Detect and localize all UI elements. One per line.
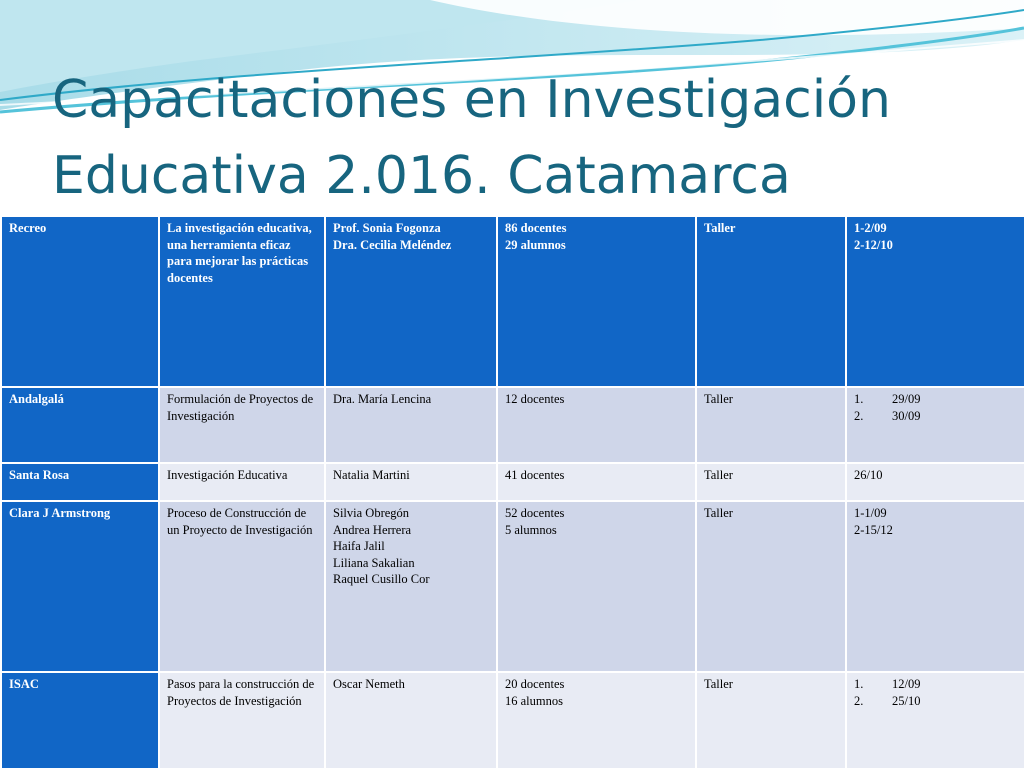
title-line-1: Capacitaciones en Investigación bbox=[52, 70, 891, 130]
speaker-name: Haifa Jalil bbox=[333, 539, 385, 553]
date-entry: 2. 30/09 bbox=[854, 408, 921, 423]
attendance-count: 52 docentes bbox=[505, 506, 565, 520]
date-entry: 1-2/09 bbox=[854, 221, 887, 235]
date-entry: 1. 29/09 bbox=[854, 392, 921, 406]
page-title bbox=[52, 62, 1012, 214]
topic-cell: Formulación de Proyectos de Investigación bbox=[159, 387, 325, 463]
dates-cell bbox=[846, 501, 1024, 672]
table-row bbox=[1, 672, 1024, 769]
dates-cell bbox=[846, 216, 1024, 387]
place-cell: Clara J Armstrong bbox=[1, 501, 159, 672]
attendance-count: 20 docentes bbox=[505, 677, 565, 691]
attendance-cell bbox=[497, 501, 696, 672]
speakers-cell bbox=[325, 216, 497, 387]
format-cell: Taller bbox=[696, 387, 846, 463]
table-row bbox=[1, 463, 1024, 501]
title-line-2: Educativa 2.016. Catamarca bbox=[52, 146, 791, 206]
table-row bbox=[1, 216, 1024, 387]
topic-cell: Pasos para la construcción de Proyectos de Investigación bbox=[159, 672, 325, 769]
date-entry: 2-12/10 bbox=[854, 237, 893, 252]
attendance-cell bbox=[497, 672, 696, 769]
attendance-count: 41 docentes bbox=[505, 468, 565, 482]
speakers-cell bbox=[325, 463, 497, 501]
speaker-name: Silvia Obregón bbox=[333, 506, 410, 520]
topic-cell: Investigación Educativa bbox=[159, 463, 325, 501]
attendance-cell bbox=[497, 387, 696, 463]
speaker-name: Andrea Herrera bbox=[333, 522, 412, 537]
date-entry: 1-1/09 bbox=[854, 506, 887, 520]
training-schedule-table bbox=[0, 215, 1024, 770]
attendance-cell bbox=[497, 216, 696, 387]
topic-cell: La investigación educativa, una herramienta eficaz para mejorar las prácticas docentes bbox=[159, 216, 325, 387]
speaker-name: Dra. Cecilia Meléndez bbox=[333, 237, 452, 252]
speaker-name: Raquel Cusillo Cor bbox=[333, 572, 430, 586]
place-cell: Andalgalá bbox=[1, 387, 159, 463]
attendance-count: 16 alumnos bbox=[505, 693, 563, 708]
table-row bbox=[1, 501, 1024, 672]
speaker-name: Liliana Sakalian bbox=[333, 555, 415, 570]
speaker-name: Natalia Martini bbox=[333, 468, 410, 482]
attendance-count: 29 alumnos bbox=[505, 237, 566, 252]
place-cell: Recreo bbox=[1, 216, 159, 387]
attendance-count: 86 docentes bbox=[505, 221, 567, 235]
place-cell: Santa Rosa bbox=[1, 463, 159, 501]
date-entry: 1. 12/09 bbox=[854, 677, 921, 691]
format-cell: Taller bbox=[696, 463, 846, 501]
attendance-cell bbox=[497, 463, 696, 501]
attendance-count: 12 docentes bbox=[505, 392, 565, 406]
speakers-cell bbox=[325, 501, 497, 672]
dates-cell bbox=[846, 387, 1024, 463]
format-cell: Taller bbox=[696, 216, 846, 387]
dates-cell bbox=[846, 463, 1024, 501]
date-entry: 26/10 bbox=[854, 468, 883, 482]
speakers-cell bbox=[325, 672, 497, 769]
attendance-count: 5 alumnos bbox=[505, 522, 557, 537]
place-cell: ISAC bbox=[1, 672, 159, 769]
format-cell: Taller bbox=[696, 501, 846, 672]
speaker-name: Prof. Sonia Fogonza bbox=[333, 221, 441, 235]
date-entry: 2-15/12 bbox=[854, 522, 893, 537]
date-entry: 2. 25/10 bbox=[854, 693, 921, 708]
topic-cell: Proceso de Construcción de un Proyecto de Investigación bbox=[159, 501, 325, 672]
format-cell: Taller bbox=[696, 672, 846, 769]
dates-cell bbox=[846, 672, 1024, 769]
speaker-name: Dra. María Lencina bbox=[333, 392, 432, 406]
speakers-cell bbox=[325, 387, 497, 463]
speaker-name: Oscar Nemeth bbox=[333, 677, 405, 691]
table-row bbox=[1, 387, 1024, 463]
